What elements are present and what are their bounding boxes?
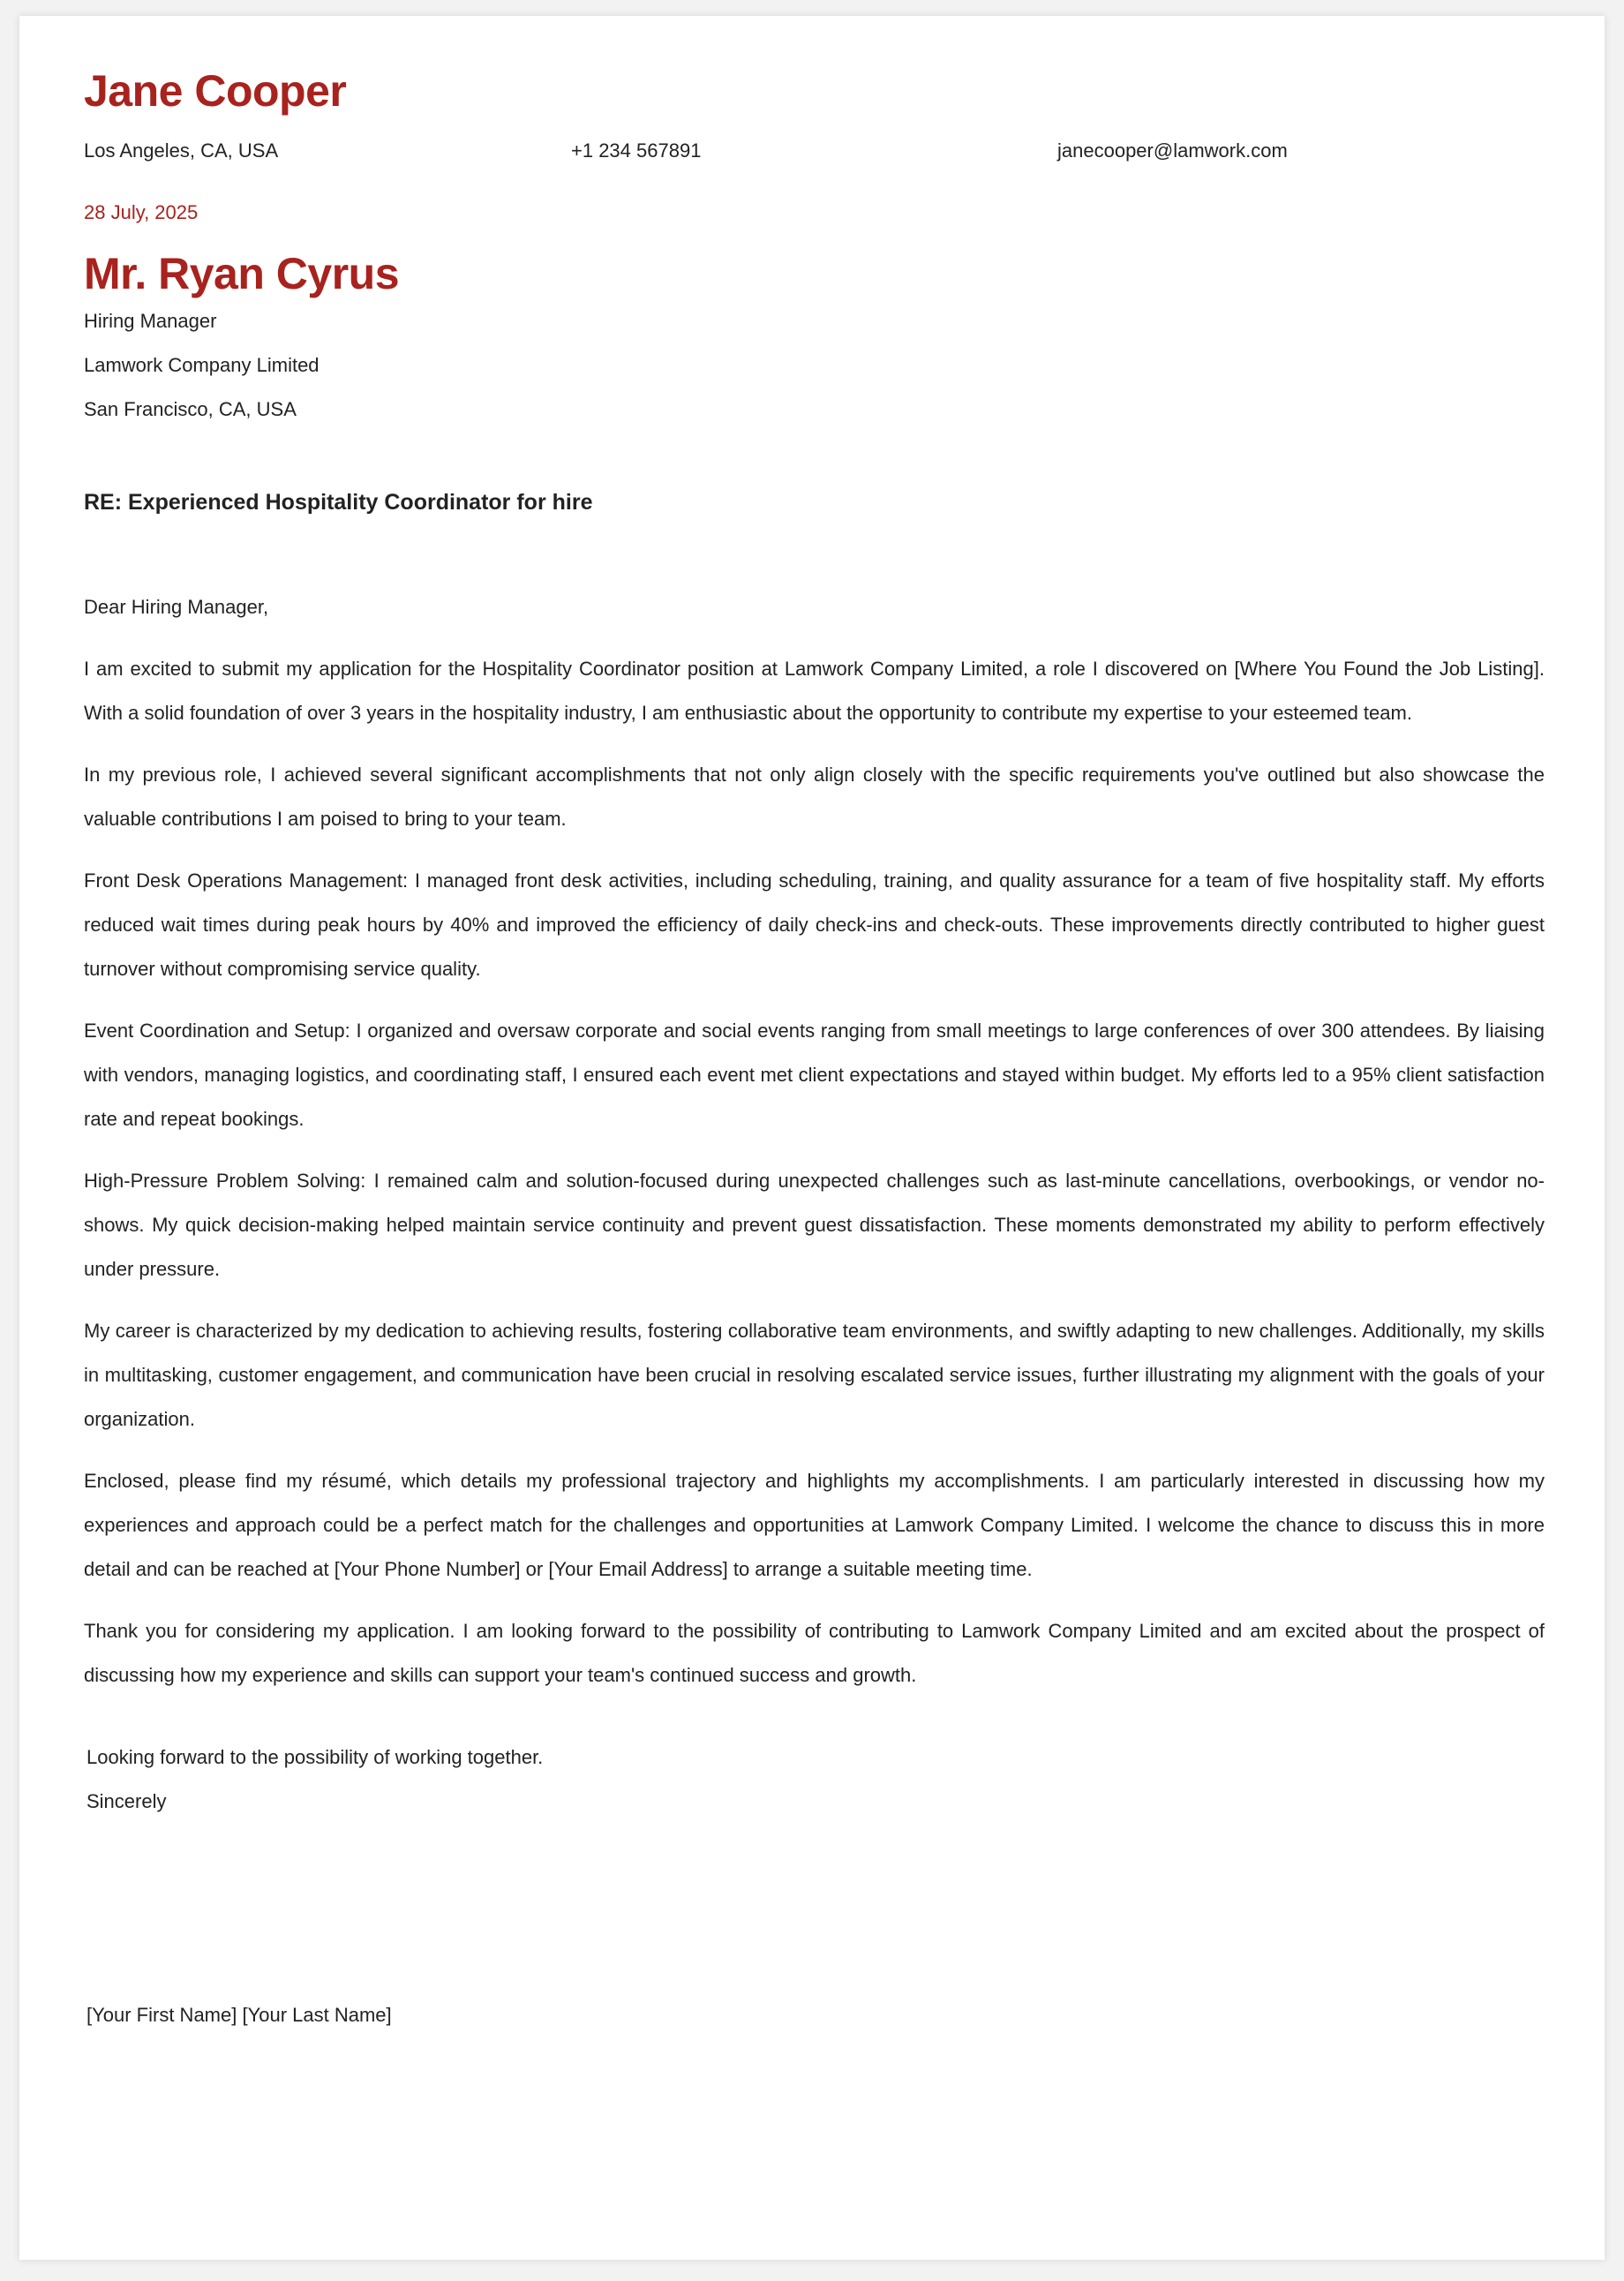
recipient-title: Hiring Manager	[84, 310, 217, 332]
body-paragraph: In my previous role, I achieved several significant accomplishments that not only align closely with the specific requirements you've outlined but also showcase the valuable contributions I am poised to bring to your team.	[84, 764, 1545, 830]
sender-email: janecooper@lamwork.com	[1057, 139, 1288, 162]
recipient-company: Lamwork Company Limited	[84, 354, 320, 376]
letter-date: 28 July, 2025	[84, 201, 199, 223]
letter-subject: RE: Experienced Hospitality Coordinator for hire	[84, 490, 593, 515]
body-paragraph: High-Pressure Problem Solving: I remained calm and solution-focused during unexpected challenges such as last-minute cancellations, overbookings, or vendor no-shows. My quick decision-making helped maintain service continuity and prevent guest dissatisfaction. These moments demonstrated my ability to perform effectively under pressure.	[84, 1170, 1545, 1280]
body-paragraph: My career is characterized by my dedication to achieving results, fostering collaborative team environments, and swiftly adapting to new challenges. Additionally, my skills in multitasking, customer engagement, and communication have been crucial in resolving escalated service issues, further illustrating my alignment with the goals of your organization.	[84, 1320, 1545, 1430]
sender-location: Los Angeles, CA, USA	[84, 139, 279, 162]
recipient-name: Mr. Ryan Cyrus	[84, 249, 400, 298]
sender-phone: +1 234 567891	[571, 139, 702, 162]
letter-page	[19, 16, 1605, 2260]
closing-line: Looking forward to the possibility of working together.	[86, 1746, 544, 1768]
signoff: Sincerely	[86, 1790, 167, 1812]
signature-name: [Your First Name] [Your Last Name]	[86, 2004, 392, 2026]
sender-contact-row	[84, 139, 1540, 166]
body-paragraph: Enclosed, please find my résumé, which details my professional trajectory and highlights my accomplishments. I am particularly interested in discussing how my experiences and approach could be a perfect match for the challenges and opportunities at Lamwork Company Limited. I welcome the chance to discuss this in more detail and can be reached at [Your Phone Number] or [Your Email Address] to arrange a suitable meeting time.	[84, 1470, 1545, 1580]
salutation: Dear Hiring Manager,	[84, 596, 269, 618]
body-paragraph: I am excited to submit my application for the Hospitality Coordinator position at Lamwork Company Limited, a role I discovered on [Where You Found the Job Listing]. With a solid foundation of over 3 years in the hospitality industry, I am enthusiastic about the opportunity to contribute my expertise to your esteemed team.	[84, 658, 1545, 724]
body-paragraph: Event Coordination and Setup: I organized and oversaw corporate and social events ranging from small meetings to large conferences of over 300 attendees. By liaising with vendors, managing logistics, and coordinating staff, I ensured each event met client expectations and stayed within budget. My efforts led to a 95% client satisfaction rate and repeat bookings.	[84, 1020, 1545, 1130]
sender-name: Jane Cooper	[84, 66, 347, 116]
body-paragraph: Thank you for considering my application. I am looking forward to the possibility of contributing to Lamwork Company Limited and am excited about the prospect of discussing how my experience and skills can support your team's continued success and growth.	[84, 1620, 1545, 1686]
recipient-location: San Francisco, CA, USA	[84, 398, 297, 420]
body-paragraph: Front Desk Operations Management: I managed front desk activities, including scheduling, training, and quality assurance for a team of five hospitality staff. My efforts reduced wait times during peak hours by 40% and improved the efficiency of daily check-ins and check-outs. These improvements directly contributed to higher guest turnover without compromising service quality.	[84, 869, 1545, 980]
letter-body	[84, 585, 1545, 1715]
